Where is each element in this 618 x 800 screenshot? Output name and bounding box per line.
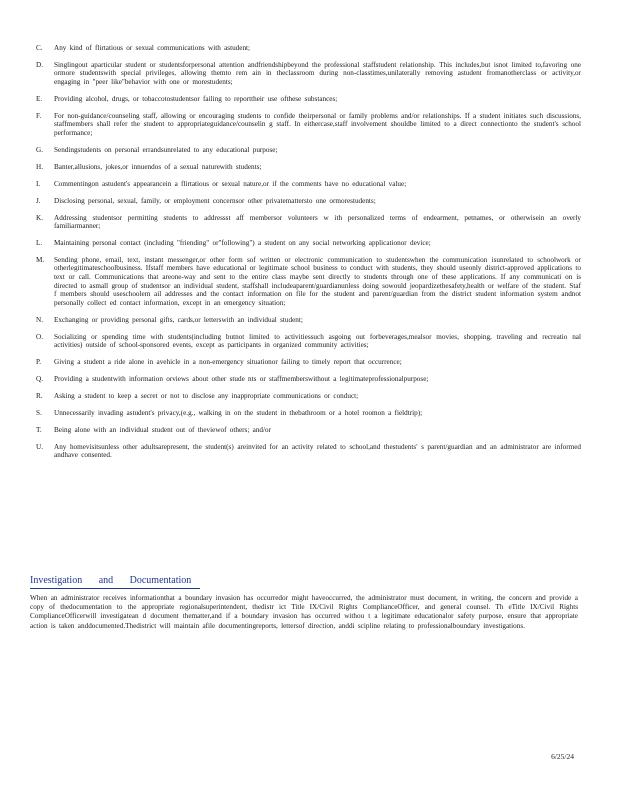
list-item-text: Unnecessarily invading astudent's privacy,(e.g., walking in on the student in thebathroom or a hotel roomon a fieldtrip);	[54, 408, 423, 417]
list-item-letter: L.	[36, 238, 43, 247]
list-item-text: Socializing or spending time with students(including butnot limited to activitiessuch asgoing out forbeverages,mealsor movies, shopping, traveling and recreatio nal activities) outside of school-sponsored events, except as participants in organized community activities;	[54, 332, 581, 350]
list-item-letter: M.	[36, 255, 45, 264]
list-item	[36, 112, 581, 138]
list-item-letter: R.	[36, 391, 43, 400]
list-item	[36, 316, 581, 325]
list-item	[36, 61, 581, 87]
list-item	[36, 163, 581, 172]
list-item-text: Providing a studentwith information orviews about other stude nts or staffmemberswithout a legitimateprofessionalpurpose;	[54, 375, 429, 383]
list-item-text: Being alone with an individual student out of theviewof others; and/or	[54, 425, 272, 434]
list-item-letter: G.	[36, 145, 43, 154]
list-item	[36, 443, 581, 460]
list-item-text: Singlingout aparticular student or studentsforpersonal attention andfriendshipbeyond the professional staffstudent relationship. This includes,but isnot limited to,favoring one ormore studentswith special privileges, allowing themto rem ain in theclassroom during non-classtimes,unilaterally removing astudent fromanotherclass or activity,or engaging in "peer like"behavior with one or morestudents;	[54, 60, 581, 87]
list-item-letter: N.	[36, 315, 43, 324]
list-item	[36, 44, 581, 53]
list-item-letter: Q.	[36, 375, 43, 383]
list-item	[36, 95, 581, 104]
list-item-text: Any kind of flirtatious or sexual communications with astudent;	[54, 44, 251, 52]
list-item-letter: J.	[36, 196, 41, 205]
list-item-text: Sendingstudents on personal errandsunrelated to any educational purpose;	[54, 145, 278, 154]
list-item-letter: P.	[36, 358, 41, 367]
list-item	[36, 409, 581, 418]
list-item-letter: U.	[36, 442, 43, 451]
list-item-text: Exchanging or providing personal gifts, cards,or letterswith an individual student;	[54, 315, 303, 324]
list-item-letter: H.	[36, 162, 43, 171]
list-item-text: Maintaining personal contact (including "friending" or"following") a student on any social networking applicationor device;	[54, 238, 431, 247]
list-item-letter: E.	[36, 94, 43, 103]
list-item	[36, 256, 581, 308]
section-body: When an administrator receives informationthat a boundary invasion has occurredor might haveoccurred, the administrator must document, in writing, the concern and provide a copy of thedocumentation to the appropriate regionalsuperintendent, thedistr ict Title IX/Civil Rights ComplianceOfficer, and general counsel. Th eTitle IX/Civil Rights ComplianceOfficerwill investigatean d document thematter,and if a boundary invasion has occurred withou t a legitimate educationalor safety purpose, ensure that appropriate action is taken anddocumented.Thedistrict will maintain afile documentingreports, lettersof direction, anddi scipline relating to professionalboundary investigations.	[30, 594, 578, 630]
list-item-text: Sending phone, email, text, instant messenger,or other form sof written or electronic communication to studentswhen the communication isunrelated to schoolwork or otherlegitimateschoolbusiness. Ifstaff members have educational or legitimate school business to conduct with students, they should useonly district-approved applications to text or call. Communications that areone-way and sent to the entire class maybe sent directly to students through one of these applications. If any communicati on is directed to asmall group of studentsor an individual student, staffshall includeaparent/guardianunless doing sowould jeopardizethesafety,health or welfare of the student. Staf f members should useschoolem ail addresses and the contact information on file for the student and parent/guardian from the district student information system andnot personally collect ed contact information, except in an emergency situation;	[54, 255, 581, 307]
list-item-letter: S.	[36, 408, 42, 417]
section-heading: Investigation and Documentation	[30, 574, 200, 589]
list-item-text: Disclosing personal, sexual, family, or employment concernsor other privatemattersto one ormorestudents;	[54, 196, 376, 205]
list-item-letter: C.	[36, 44, 43, 52]
list-item-text: For non-guidance/counseling staff, allowing or encouraging students to confide theirpersonal or family problems and/or relationships. If a student initiates such discussions, staffmembers shall refer the student to appropriateguidance/counselin g staff. In eithercase,staff involvement shouldbe limited to a direct connectionto the student's school performance;	[54, 111, 581, 138]
list-item	[36, 214, 581, 231]
list-item-letter: D.	[36, 60, 43, 69]
list-item	[36, 239, 581, 248]
list-item-text: Any homevisitsunless other adultsarepresent, the student(s) areinvited for an activity related to school,and thestudents' s parent/guardian and an administrator are informed andhave consented.	[54, 442, 581, 460]
list-item	[36, 146, 581, 155]
conduct-list	[36, 44, 581, 468]
list-item	[36, 333, 581, 350]
list-item-letter: F.	[36, 111, 42, 120]
list-item-text: Providing alcohol, drugs, or tobaccotostudentsor failing to reporttheir use ofthese substances;	[54, 94, 338, 103]
list-item-text: Asking a student to keep a secret or not to disclose any inappropriate communications or conduct;	[54, 391, 359, 400]
list-item-text: Banter,allusions, jokes,or innuendos of a sexual naturewith students;	[54, 162, 262, 171]
list-item	[36, 426, 581, 435]
list-item-letter: I.	[36, 179, 41, 188]
list-item	[36, 375, 581, 384]
list-item-text: Addressing studentsor permitting students to addressst aff membersor volunteers w ith personalized terms of endearment, petnames, or otherwisein an overly familiarmanner;	[54, 213, 581, 231]
list-item	[36, 197, 581, 206]
list-item-letter: K.	[36, 213, 43, 222]
list-item	[36, 358, 581, 367]
list-item-text: Giving a student a ride alone in avehicle in a non-emergency situationor failing to timely report that occurrence;	[54, 358, 402, 367]
list-item	[36, 392, 581, 401]
list-item-letter: T.	[36, 425, 42, 434]
page-footer-date: 6/25/24	[551, 752, 574, 761]
list-item-letter: O.	[36, 332, 43, 341]
list-item-text: Commentingon astudent's appearancein a flirtatious or sexual nature,or if the comments have no educational value;	[54, 179, 407, 188]
list-item	[36, 180, 581, 189]
